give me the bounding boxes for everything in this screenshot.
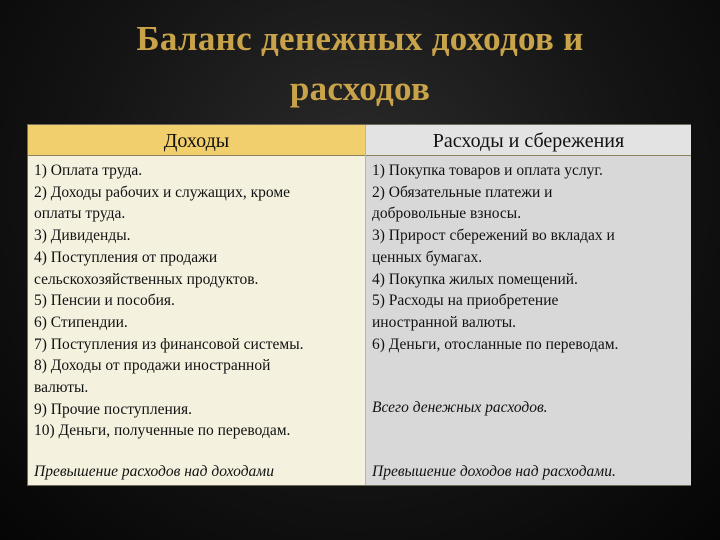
income-line: 10) Деньги, полученные по переводам. [34, 422, 291, 440]
expenses-header: Расходы и сбережения [366, 125, 691, 156]
expenses-list [372, 160, 687, 355]
income-line: 3) Дивиденды. [34, 227, 131, 245]
expenses-line: 3) Прирост сбережений во вкладах и [372, 227, 615, 245]
income-list [34, 160, 361, 442]
expenses-line: 1) Покупка товаров и оплата услуг. [372, 162, 603, 179]
expenses-footer: Превышение доходов над расходами. [372, 463, 616, 480]
expenses-line: добровольные взносы. [372, 205, 522, 223]
income-line: 7) Поступления из финансовой системы. [34, 335, 304, 353]
income-line: сельскохозяйственных продуктов. [34, 270, 259, 288]
income-footer: Превышение расходов над доходами [34, 463, 274, 480]
income-line: 9) Прочие поступления. [34, 400, 193, 418]
income-line: 8) Доходы от продажи иностранной [34, 357, 271, 375]
expenses-line: 4) Покупка жилых помещений. [372, 270, 578, 288]
income-line: 2) Доходы рабочих и служащих, кроме [34, 183, 291, 201]
expenses-line: иностранной валюты. [372, 313, 517, 331]
income-column [28, 125, 365, 485]
slide-title-line-2: расходов [289, 69, 431, 108]
balance-table [27, 124, 691, 486]
income-line: 6) Стипендии. [34, 313, 128, 331]
income-line: оплаты труда. [34, 205, 126, 223]
expenses-line: 6) Деньги, отосланные по переводам. [372, 335, 619, 353]
expenses-line: 2) Обязательные платежи и [372, 183, 553, 201]
expenses-total: Всего денежных расходов. [372, 399, 548, 416]
income-line: 4) Поступления от продажи [34, 248, 218, 266]
expenses-line: ценных бумагах. [372, 248, 483, 266]
slide-title [60, 14, 660, 114]
income-header: Доходы [28, 125, 365, 156]
expenses-line: 5) Расходы на приобретение [372, 292, 559, 310]
expenses-column [365, 125, 691, 485]
income-line: валюты. [34, 379, 89, 397]
income-line: 1) Оплата труда. [34, 162, 143, 179]
slide-title-line-1: Баланс денежных доходов и [136, 19, 584, 58]
income-line: 5) Пенсии и пособия. [34, 292, 175, 310]
